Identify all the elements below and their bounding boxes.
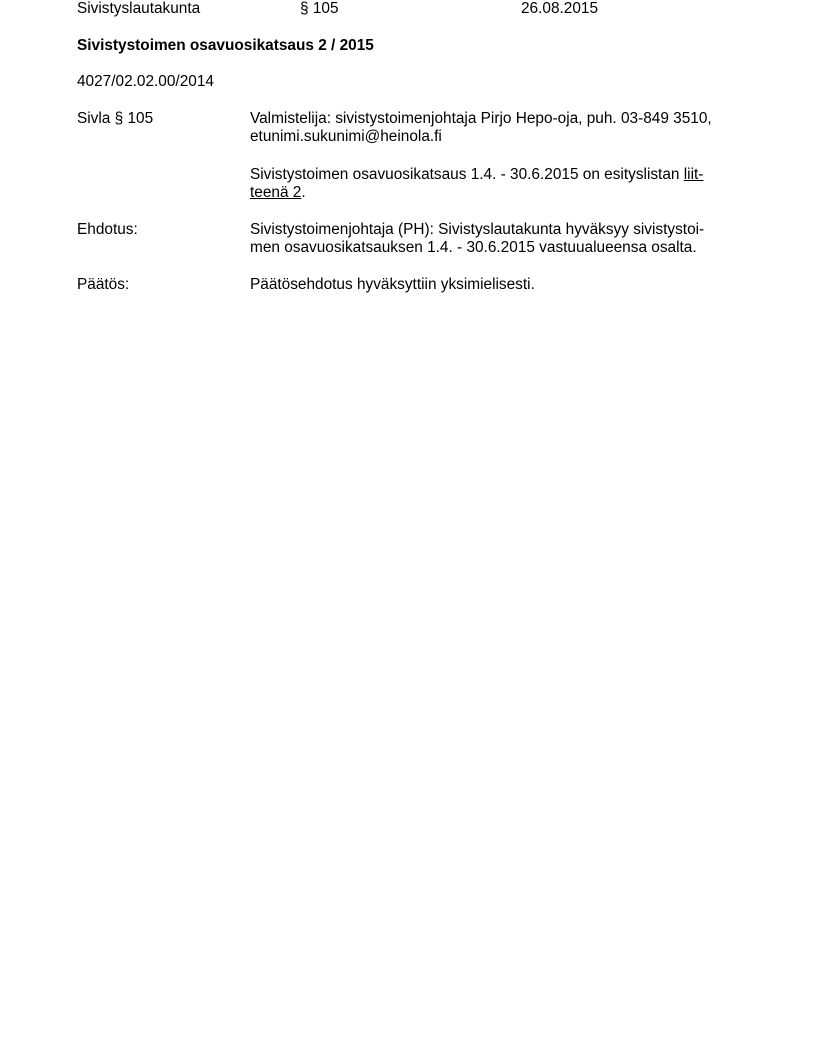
document-title: Sivistystoimen osavuosikatsaus 2 / 2015 — [77, 37, 374, 54]
attachment-link-part-2[interactable]: teenä 2 — [250, 184, 302, 201]
attachment-line-1 — [250, 166, 703, 184]
preparer-email: etunimi.sukunimi@heinola.fi — [250, 128, 442, 145]
attachment-link-part-1[interactable]: liit- — [683, 166, 704, 183]
header-committee: Sivistyslautakunta — [77, 0, 201, 17]
decision-label: Päätös: — [77, 276, 130, 293]
attachment-block — [250, 166, 703, 202]
decision-text: Päätösehdotus hyväksyttiin yksimielisesti. — [250, 276, 535, 293]
proposal-line-2: men osavuosikatsauksen 1.4. - 30.6.2015 vastuualueensa osalta. — [250, 239, 697, 256]
sivla-label: Sivla § 105 — [77, 110, 154, 127]
reference-number: 4027/02.02.00/2014 — [77, 73, 214, 90]
preparer-block — [250, 110, 712, 146]
preparer-line: Valmistelija: sivistystoimenjohtaja Pirjo Hepo-oja, puh. 03-849 3510, — [250, 110, 712, 127]
header-section-number: § 105 — [300, 0, 339, 17]
proposal-line-1: Sivistystoimenjohtaja (PH): Sivistyslautakunta hyväksyy sivistystoi- — [250, 221, 705, 238]
header-date: 26.08.2015 — [521, 0, 599, 17]
proposal-label: Ehdotus: — [77, 221, 138, 238]
attachment-period: . — [301, 184, 306, 201]
proposal-block — [250, 221, 704, 257]
attachment-text: Sivistystoimen osavuosikatsaus 1.4. - 30.6.2015 on esityslistan — [250, 166, 684, 183]
attachment-line-2 — [250, 184, 703, 202]
